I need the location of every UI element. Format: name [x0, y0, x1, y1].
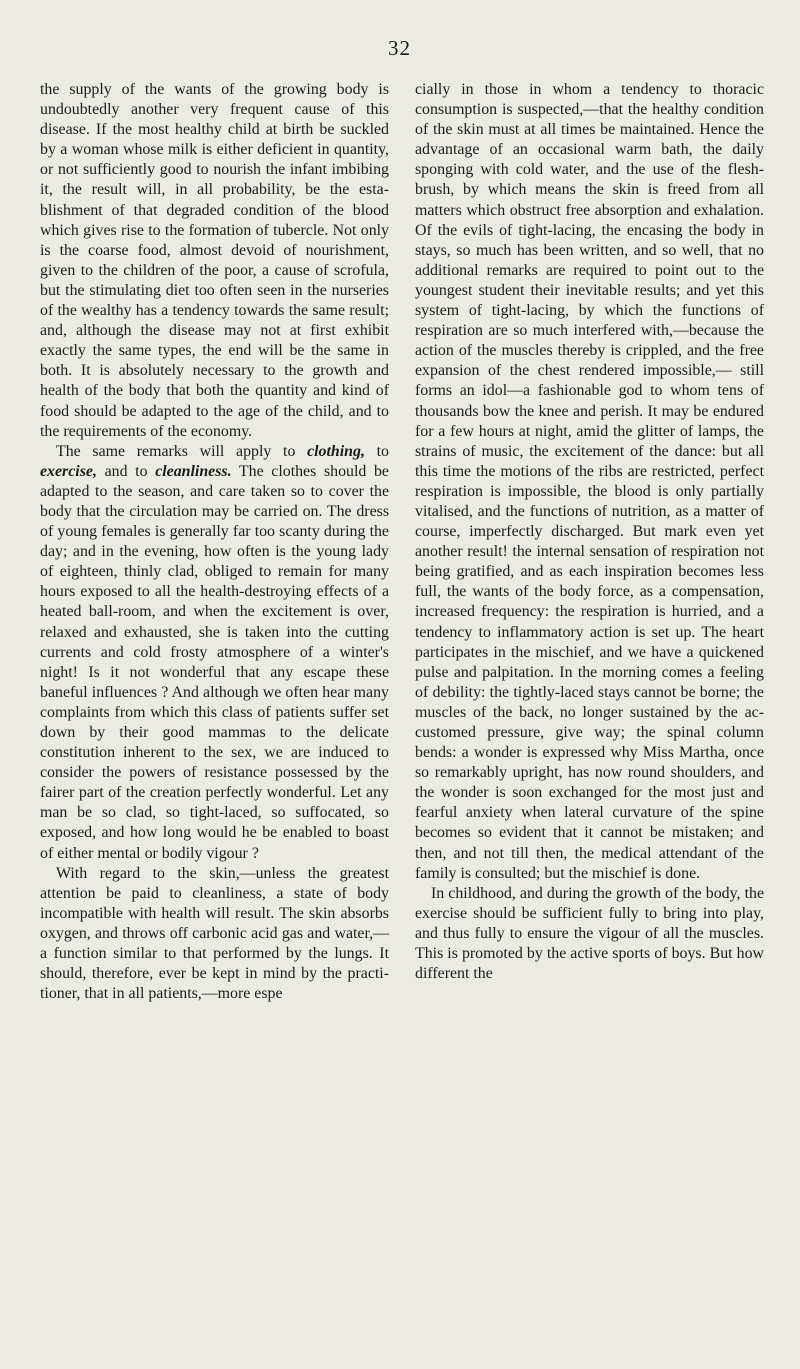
paragraph-text: to — [364, 442, 389, 460]
paragraph-skin: With regard to the skin,—unless the greatest attention be paid to cleanliness, a state of body incompatible with health will result. The skin absorbs oxygen, and throws off carbonic acid gas and water,—a function similar to that performed by the lungs. It should, therefore, ever be kept in mind by the practitioner, that in all patients,—more espe — [40, 864, 389, 1003]
right-column — [415, 80, 764, 984]
left-column — [40, 80, 389, 1004]
page-number: 32 — [388, 36, 411, 60]
emphasis-cleanliness: cleanliness. — [155, 462, 232, 480]
paragraph-clothing — [40, 442, 389, 864]
paragraph-text: The clothes should be adapted to the season, and care taken so to cover the body that the circulation may be carried on. The dress of young females is generally far too scanty during the day; and in the evening, how often is the young lady of eighteen, thinly clad, obliged to remain for many hours exposed to all the health-destroying effects of a heated ball-room, and when the excitement is over, relaxed and exhausted, she is taken into the cutting currents and cold frosty atmosphere of a winter's night! Is it not wonderful that any escape these baneful influences ? And although we often hear many complaints from which this class of patients suffer set down by their good mammas to the delicate constitution inherent to the sex, we are induced to consider the powers of resistance possessed by the fairer part of the creation perfectly wonderful. Let any man be so clad, so tight-laced, so suffocated, so exposed, and how long would he be enabled to boast of either mental or bodily vigour ? — [40, 462, 389, 862]
paragraph-tight-lacing: cially in those in whom a tendency to thoracic consumption is suspected,—that the healthy condition of the skin must at all times be maintained. Hence the advantage of an occasional warm bath, the daily sponging with cold water, and the use of the flesh-brush, by which means the skin is freed from all matters which obstruct free absorption and exhalation. Of the evils of tight-lacing, the encasing the body in stays, so much has been written, and so well, that no additional remarks are required to point out to the youngest student their inevitable results; and yet this system of tight-lacing, by which the functions of respiration are so much interfered with,—because the action of the muscles thereby is crippled, and the free expansion of the chest rendered impossible,— still forms an idol—a fashionable god to whom tens of thousands bow the knee and perish. It may be endured for a few hours at night, amid the glitter of lamps, the strains of music, the excitement of the dance: but all this time the motions of the ribs are restricted, perfect respiration is impossible, the blood is only partially vitalised, and the functions of nutrition, as a matter of course, imperfectly discharged. But mark even yet another result! the internal sensation of respiration not being gratified, and as each inspiration becomes less full, the wants of the body force, as a compensation, increased frequency: the respiration is hurried, and a tendency to inflammatory action is set up. The heart participates in the mischief, and we have a quickened pulse and palpitation. In the morning comes a feeling of debility: the tightly-laced stays cannot be borne; the muscles of the back, no longer sustained by the accustomed pressure, give way; the spinal column bends: a wonder is expressed why Miss Martha, once so remarkably upright, has now round shoulders, and the wonder is soon exchanged for the most just and fearful anxiety when lateral curvature of the spine becomes so evident that it cannot be mistaken; and then, and not till then, the medical attendant of the family is consulted; but the mischief is done. — [415, 81, 764, 882]
emphasis-clothing: clothing, — [307, 442, 365, 460]
paragraph-text: and to — [96, 462, 156, 480]
paragraph-childhood: In childhood, and during the growth of the body, the exercise should be sufficient fully to bring into play, and thus fully to ensure the vigour of all the muscles. This is promoted by the active sports of boys. But how different the — [415, 884, 764, 983]
paragraph-text: The same remarks will apply to — [56, 442, 308, 460]
paragraph-food: the supply of the wants of the growing body is undoubtedly another very frequent cause of this disease. If the most healthy child at birth be suckled by a woman whose milk is either deficient in quantity, or not sufficiently good to nourish the infant imbibing it, the result will, in all probability, be the establishment of that degraded condition of the blood which gives rise to the formation of tubercle. Not only is the coarse food, almost devoid of nourishment, given to the children of the poor, a cause of scrofula, but the stimulating diet too often seen in the nurseries of the wealthy has a tendency towards the same result; and, although the disease may not at first exhibit exactly the same types, the end will be the same in both. It is absolutely necessary to the growth and health of the body that both the quantity and kind of food should be adapted to the age of the child, and to the requirements of the economy. — [40, 81, 389, 440]
emphasis-exercise: exercise, — [40, 462, 97, 480]
